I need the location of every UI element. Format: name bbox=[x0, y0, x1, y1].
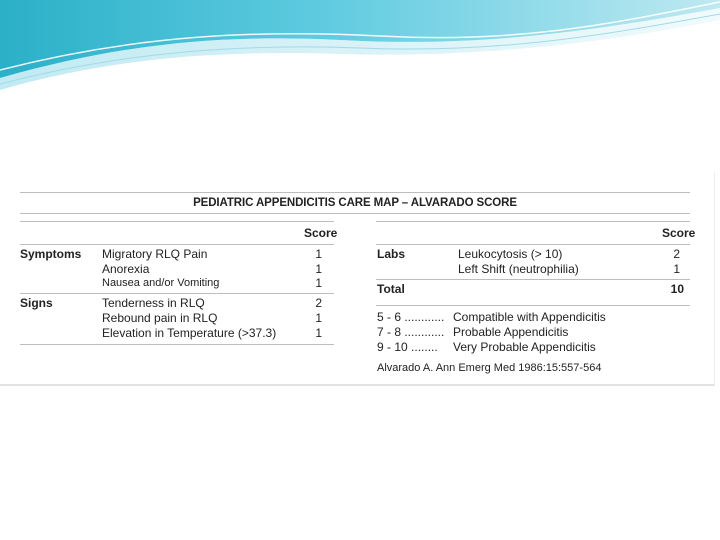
total-label: Total bbox=[377, 282, 405, 296]
left-bottom-rule bbox=[20, 344, 334, 345]
decorative-wave-header bbox=[0, 0, 720, 90]
interpretation-range: 5 - 6 ............ bbox=[377, 310, 445, 324]
interpretation-range: 9 - 10 ........ bbox=[377, 340, 438, 354]
right-labs-rule bbox=[376, 279, 690, 280]
symptom-name: Anorexia bbox=[102, 262, 150, 276]
symptom-score: 1 bbox=[315, 276, 322, 290]
sign-name: Tenderness in RLQ bbox=[102, 296, 205, 310]
right-table-top-rule bbox=[376, 221, 690, 222]
lab-score: 2 bbox=[673, 247, 680, 261]
lab-score: 1 bbox=[673, 262, 680, 276]
alvarado-score-figure bbox=[0, 172, 715, 386]
sign-name: Rebound pain in RLQ bbox=[102, 311, 218, 325]
sign-name: Elevation in Temperature (>37.3) bbox=[102, 326, 277, 340]
right-header-rule bbox=[376, 244, 690, 245]
total-score: 10 bbox=[670, 282, 684, 296]
left-header-rule bbox=[20, 244, 334, 245]
sign-score: 1 bbox=[315, 326, 322, 340]
symptom-name: Migratory RLQ Pain bbox=[102, 247, 208, 261]
symptoms-label: Symptoms bbox=[20, 247, 82, 261]
interpretation-range: 7 - 8 ............ bbox=[377, 325, 445, 339]
left-score-header: Score bbox=[304, 226, 338, 240]
signs-label: Signs bbox=[20, 296, 53, 310]
symptom-score: 1 bbox=[315, 247, 322, 261]
sign-score: 1 bbox=[315, 311, 322, 325]
labs-label: Labs bbox=[377, 247, 406, 261]
interpretation-meaning: Very Probable Appendicitis bbox=[453, 340, 596, 354]
figure-title: PEDIATRIC APPENDICITIS CARE MAP – ALVARADO SCORE bbox=[20, 192, 690, 214]
interpretation-meaning: Probable Appendicitis bbox=[453, 325, 569, 339]
citation: Alvarado A. Ann Emerg Med 1986:15:557-564 bbox=[377, 362, 602, 374]
lab-name: Leukocytosis (> 10) bbox=[458, 247, 563, 261]
right-total-rule bbox=[376, 305, 690, 306]
sign-score: 2 bbox=[315, 296, 322, 310]
symptom-score: 1 bbox=[315, 262, 322, 276]
right-score-header: Score bbox=[662, 226, 696, 240]
left-table-top-rule bbox=[20, 221, 334, 222]
left-group-rule bbox=[20, 293, 334, 294]
lab-name: Left Shift (neutrophilia) bbox=[458, 262, 579, 276]
interpretation-meaning: Compatible with Appendicitis bbox=[453, 310, 606, 324]
symptom-name: Nausea and/or Vomiting bbox=[102, 277, 220, 289]
